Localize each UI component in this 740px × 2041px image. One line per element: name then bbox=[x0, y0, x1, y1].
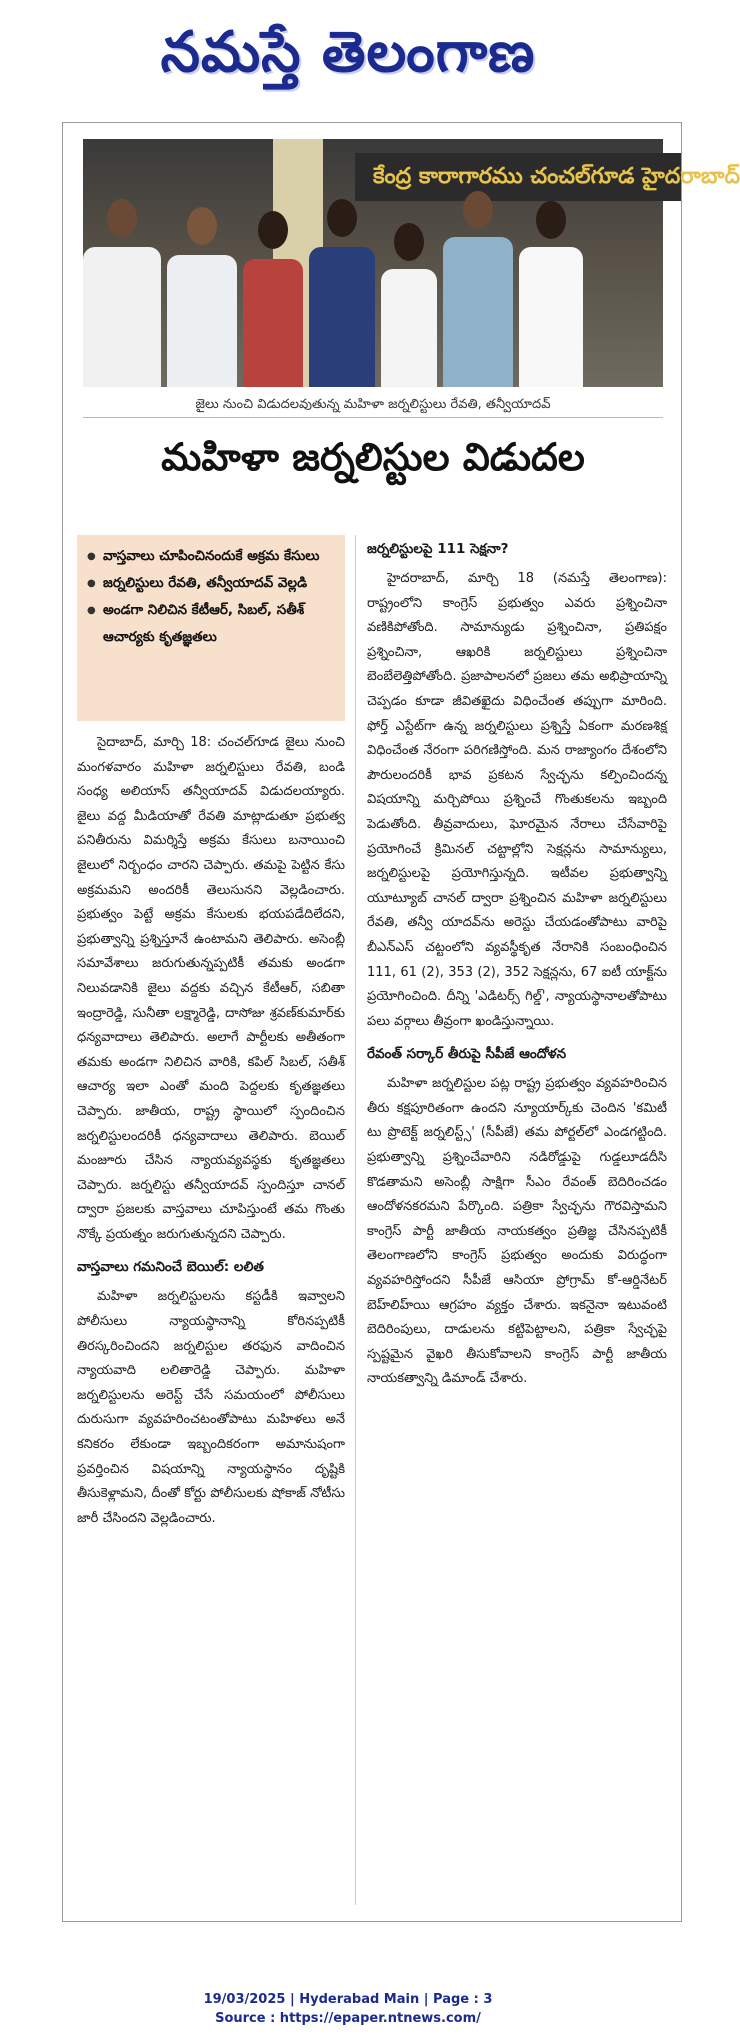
article-headline: మహిళా జర్నలిస్టుల విడుదల bbox=[161, 435, 585, 479]
jail-signboard: కేంద్ర కారాగారము చంచల్‌గూడ హైదరాబాద్ bbox=[355, 153, 681, 201]
body-paragraph: మహిళా జర్నలిస్టుల పట్ల రాష్ట్ర ప్రభుత్వం వ్యవహరించిన తీరు కక్షపూరితంగా ఉందని న్యూయార్క్‌కు చెందిన 'కమిటీ టు ప్రొటెక్ట్ జర్నలిస్ట్స్' (సీపీజే) తమ పోర్టల్‌లో ఎండగట్టింది. ప్రభుత్వాన్ని ప్రశ్నించేవారిని నడిరోడ్డుపై గుడ్డలూడదీసి కొడతామని అసెంబ్లీ సాక్షిగా సీఎం రేవంత్ బెదిరించడం ఆందోళనకరమని పేర్కొంది. పత్రికా స్వేచ్ఛను గౌరవిస్తామని కాంగ్రెస్ పార్టీ జాతీయ నాయకత్వం ప్రతిజ్ఞ చేసినప్పటికీ తెలంగాణలోని కాంగ్రెస్ ప్రభుత్వం అందుకు విరుద్ధంగా వ్యవహరిస్తోందని సీపీజే ఆసియా ప్రోగ్రామ్ కో-ఆర్డినేటర్ బెహ్‌లిహ్‌యి ఆగ్రహం వ్యక్తం చేశారు. ఇకనైనా ఇటువంటి బెదిరింపులు, దాడులను కట్టిపెట్టాలని, పత్రికా స్వేచ్ఛపై స్పష్టమైన వైఖరి తీసుకోవాలని కాంగ్రెస్ పార్టీ జాతీయ నాయకత్వాన్ని డిమాండ్ చేశారు. bbox=[367, 1076, 667, 1387]
highlight-item: ● అండగా నిలిచిన కేటీఆర్, సిబల్, సతీశ్ ఆచార్యకు కృతజ్ఞతలు bbox=[87, 597, 335, 651]
body-paragraph: మహిళా జర్నలిస్టులను కస్టడీకి ఇవ్వాలని పోలీసులు న్యాయస్థానాన్ని కోరినప్పటికీ తిరస్కరించిందని జర్నలిస్టుల తరఫున వాదించిన న్యాయవాది లలితారెడ్డి చెప్పారు. మహిళా జర్నలిస్టులను అరెస్ట్ చేసే సమయంలో పోలీసులు దురుసుగా వ్యవహరించటంతోపాటు మహిళలు అనే కనికరం లేకుండా ఇబ్బందికరంగా అమానుషంగా ప్రవర్తించిన విషయాన్ని న్యాయస్థానం దృష్టికి తీసుకెళ్లామని, దీంతో కోర్టు పోలీసులకు షోకాజ్ నోటీసు జారీ చేసిందని వెల్లడించారు. bbox=[77, 1289, 345, 1526]
photo-person bbox=[167, 215, 237, 387]
photo-person bbox=[519, 207, 583, 387]
footer-dateline: 19/03/2025 | Hyderabad Main | Page : 3 bbox=[203, 1992, 493, 2007]
footer-source[interactable]: Source : https://epaper.ntnews.com/ bbox=[215, 2011, 481, 2026]
highlights-list bbox=[87, 543, 335, 651]
subheading: రేవంత్ సర్కార్ తీరుపై సీపీజే ఆందోళన bbox=[367, 1046, 567, 1063]
subheading: వాస్తవాలు గమనించే బెయిల్: లలిత bbox=[77, 1259, 264, 1276]
left-column bbox=[77, 731, 345, 1531]
news-photo bbox=[83, 139, 740, 387]
photo-person bbox=[83, 207, 161, 387]
photo-caption: జైలు నుంచి విడుదలవుతున్న మహిళా జర్నలిస్టులు రేవతి, తన్వీయాదవ్ bbox=[83, 393, 663, 418]
photo-person bbox=[443, 197, 513, 387]
column-divider bbox=[355, 535, 356, 1905]
subheading: జర్నలిస్టులపై 111 సెక్షనా? bbox=[367, 541, 509, 557]
highlight-item: ● వాస్తవాలు చూపించినందుకే అక్రమ కేసులు bbox=[87, 543, 335, 570]
masthead bbox=[0, 0, 696, 118]
highlight-item: ● జర్నలిస్టులు రేవతి, తన్వీయాదవ్ వెల్లడి bbox=[87, 570, 335, 597]
photo-person bbox=[243, 219, 303, 387]
photo-person bbox=[381, 231, 437, 387]
newspaper-logo: నమస్తే తెలంగాణ bbox=[160, 19, 536, 85]
page-footer bbox=[0, 1990, 696, 2028]
article-clipping bbox=[62, 122, 740, 1922]
photo-person bbox=[309, 205, 375, 387]
body-paragraph: సైదాబాద్, మార్చి 18: చంచల్‌గూడ జైలు నుంచి మంగళవారం మహిళా జర్నలిస్టులు రేవతి, బండి సంధ్య అలియాస్ తన్వీయాదవ్ విడుదలయ్యారు. జైలు వద్ద మీడియాతో రేవతి మాట్లాడుతూ ప్రభుత్వ పనితీరును విమర్శిస్తే అక్రమ కేసులు బనాయించి జైలులో నిర్బంధం చారని చెప్పారు. తమపై పెట్టిన కేసు అక్రమమని అందరికీ తెలుసునని వెల్లడించారు. ప్రభుత్వం పెట్టే అక్రమ కేసులకు భయపడేదిలేదని, ప్రభుత్వాన్ని ప్రశ్నిస్తూనే ఉంటామని తెలిపారు. అసెంబ్లీ సమావేశాలు జరుగుతున్నప్పటికీ తమకు అండగా నిలువడానికి జైలు వద్దకు వచ్చిన కేటీఆర్, సబితా ఇంద్రారెడ్డి, సునీతా లక్ష్మారెడ్డి, దాసోజు శ్రవణ్‌కుమార్‌కు ధన్యవాదాలు తెలిపారు. అలాగే పార్టీలకు అతీతంగా తమకు అండగా నిలిచిన వారికి, కపిల్ సిబల్, సతీశ్ ఆచార్య ఇలా ఎంతో మంది పెద్దలకు కృతజ్ఞతలు చెప్పారు. జాతీయ, రాష్ట్ర స్థాయిలో స్పందించిన జర్నలిస్టులందరికీ ధన్యవాదాలు తెలిపారు. బెయిల్ మంజూరు చేసిన న్యాయవ్యవస్థకు కృతజ్ఞతలు చెప్పారు. జర్నలిస్టు తన్వీయాదవ్ స్పందిస్తూ చానల్ ద్వారా ప్రజలకు వాస్తవాలు చూపిస్తుంటే తమ గొంతు నొక్కే ప్రయత్నం జరుగుతున్నదని చెప్పారు. bbox=[77, 735, 345, 1242]
body-paragraph: హైదరాబాద్, మార్చి 18 (నమస్తే తెలంగాణ): రాష్ట్రంలోని కాంగ్రెస్ ప్రభుత్వం ఎవరు ప్రశ్నించినా వణికిపోతోంది. సామాన్యుడు ప్రశ్నించినా, ప్రతిపక్షం ప్రశ్నించినా, ఆఖరికి జర్నలిస్టులు ప్రశ్నించినా బెంబేలెత్తిపోతోంది. ప్రజాపాలనలో ప్రజలు తమ అభిప్రాయాన్ని చెప్పడం కూడా జీవితఖైదు విధించేంత తప్పుగా మారింది. ఫోర్త్ ఎస్టేట్‌గా ఉన్న జర్నలిస్టులు ప్రశ్నిస్తే ఏకంగా మరణశిక్ష విధించేంత నేరంగా పరిగణిస్తోంది. మన రాజ్యాంగం దేశంలోని పౌరులందరికీ భావ ప్రకటన స్వేచ్ఛను కల్పించిందన్న విషయాన్ని మర్చిపోయి ప్రశ్నించే గొంతుకలను ఇబ్బంది పెడుతోంది. తీవ్రవాదులు, ఘోరమైన నేరాలు చేసేవారిపై ప్రయోగించే క్రిమినల్ చట్టాల్లోని సెక్షన్లను సామాన్యులు, జర్నలిస్టులపై ప్రయోగిస్తున్నది. ఇటీవల ప్రభుత్వాన్ని యూట్యూబ్ చానల్ ద్వారా ప్రశ్నించిన మహిళా జర్నలిస్టులు రేవతి, తన్వీ యాదవ్‌ను అరెస్టు చేయడంతోపాటు వారిపై బీఎన్‌ఎస్ చట్టంలోని వ్యవస్థీకృత నేరానికి సంబంధించిన 111, 61 (2), 353 (2), 352 సెక్షన్లను, 67 ఐటీ యాక్ట్‌ను ప్రయోగించింది. దీన్ని 'ఎడిటర్స్ గిల్డ్', న్యాయస్థానాలతోపాటు పలు వర్గాలు తీవ్రంగా ఖండిస్తున్నాయి. bbox=[367, 571, 667, 1029]
highlights-box bbox=[77, 535, 345, 721]
right-column bbox=[367, 535, 667, 1392]
